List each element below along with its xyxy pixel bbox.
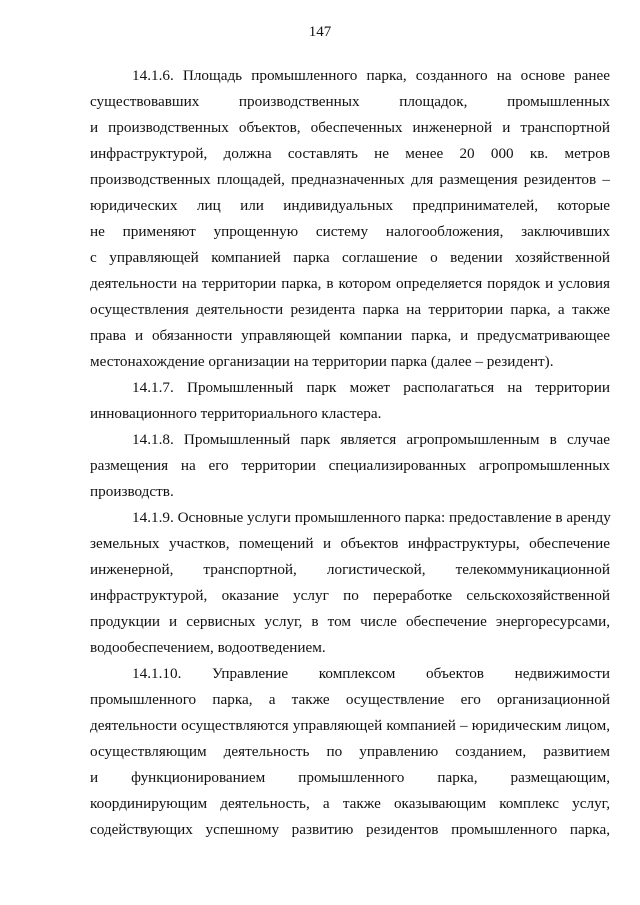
text-line: инженерной, транспортной, логистической, телекоммуникационной — [90, 561, 610, 578]
text-line: промышленного парка, а также осуществление его организационной — [90, 691, 610, 708]
text-line: существовавших производственных площадок, промышленных — [90, 93, 610, 110]
text-line: земельных участков, помещений и объектов инфраструктуры, обеспечение — [90, 535, 610, 552]
text-line: права и обязанности управляющей компании парка, и предусматривающее — [90, 327, 610, 344]
text-line: инфраструктурой, оказание услуг по переработке сельскохозяйственной — [90, 587, 610, 604]
text-line: не применяют упрощенную систему налогообложения, заключивших — [90, 223, 610, 240]
text-line: производственных площадей, предназначенных для размещения резидентов – — [90, 171, 610, 188]
text-line: деятельности осуществляются управляющей компанией – юридическим лицом, — [90, 717, 610, 734]
text-line: содействующих успешному развитию резидентов промышленного парка, — [90, 821, 610, 838]
text-line: 14.1.7. Промышленный парк может располагаться на территории — [132, 379, 610, 396]
text-line: и производственных объектов, обеспеченных инженерной и транспортной — [90, 119, 610, 136]
text-line: производств. — [90, 483, 174, 500]
text-line: размещения на его территории специализированных агропромышленных — [90, 457, 610, 474]
page-number: 147 — [308, 24, 332, 40]
text-line: инфраструктурой, должна составлять не менее 20 000 кв. метров — [90, 145, 610, 162]
text-line: 14.1.10. Управление комплексом объектов недвижимости — [132, 665, 610, 682]
text-line: 14.1.6. Площадь промышленного парка, созданного на основе ранее — [132, 67, 610, 84]
text-line: инновационного территориального кластера. — [90, 405, 382, 422]
text-line: местонахождение организации на территории парка (далее – резидент). — [90, 353, 554, 370]
text-line: координирующим деятельность, а также оказывающим комплекс услуг, — [90, 795, 610, 812]
text-line: осуществления деятельности резидента парка на территории парка, а также — [90, 301, 610, 318]
text-line: деятельности на территории парка, в котором определяется порядок и условия — [90, 275, 610, 292]
text-line: водообеспечением, водоотведением. — [90, 639, 326, 656]
text-line: с управляющей компанией парка соглашение о ведении хозяйственной — [90, 249, 610, 266]
text-line: 14.1.8. Промышленный парк является агропромышленным в случае — [132, 431, 610, 448]
text-line: юридических лиц или индивидуальных предпринимателей, которые — [90, 197, 610, 214]
text-line: 14.1.9. Основные услуги промышленного парка: предоставление в аренду — [132, 509, 611, 526]
text-line: продукции и сервисных услуг, в том числе обеспечение энергоресурсами, — [90, 613, 610, 630]
text-line: осуществляющим деятельность по управлению созданием, развитием — [90, 743, 610, 760]
text-line: и функционированием промышленного парка, размещающим, — [90, 769, 610, 786]
